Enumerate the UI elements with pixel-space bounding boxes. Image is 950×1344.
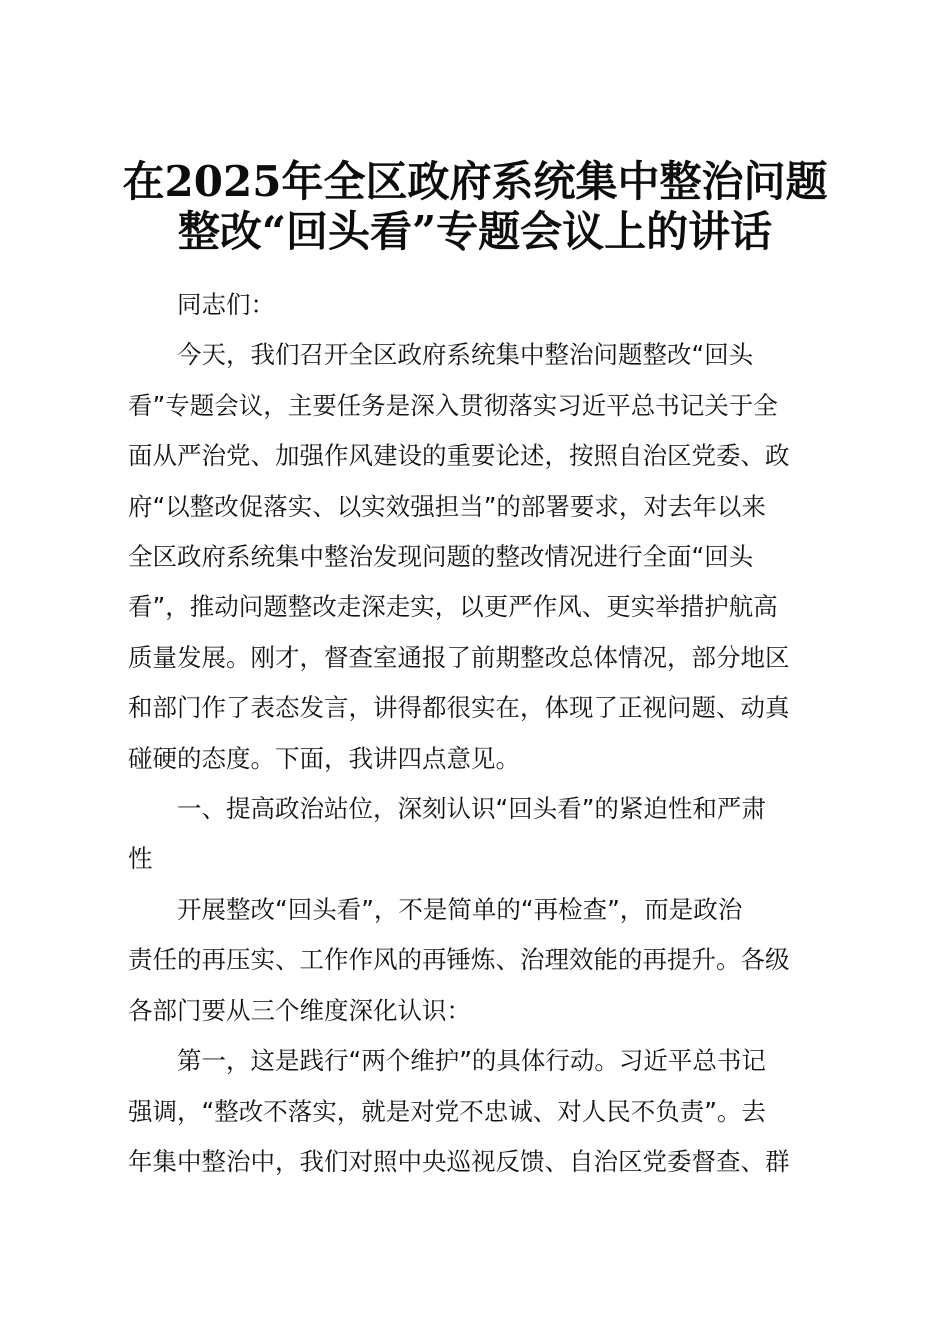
body-line: 责任的再压实、工作作风的再锤炼、治理效能的再提升。各级 xyxy=(128,945,790,975)
section-heading: 一、提高政治站位，深刻认识“回头看”的紧迫性和严肃 xyxy=(177,794,766,824)
body-line: 第一，这是践行“两个维护”的具体行动。习近平总书记 xyxy=(177,1046,766,1076)
document-title-line-1: 在2025年全区政府系统集中整治问题 xyxy=(122,157,828,206)
body-line: 碰硬的态度。下面，我讲四点意见。 xyxy=(128,743,520,773)
body-line: 今天，我们召开全区政府系统集中整治问题整改“回头 xyxy=(177,340,754,370)
body-line: 质量发展。刚才，督查室通报了前期整改总体情况，部分地区 xyxy=(128,642,790,672)
body-line: 府“以整改促落实、以实效强担当”的部署要求，对去年以来 xyxy=(128,491,766,521)
body-line: 各部门要从三个维度深化认识： xyxy=(128,995,471,1025)
body-line: 开展整改“回头看”，不是简单的“再检查”，而是政治 xyxy=(177,894,743,924)
section-heading: 性 xyxy=(128,844,153,874)
body-line: 面从严治党、加强作风建设的重要论述，按照自治区党委、政 xyxy=(128,441,790,471)
body-line: 全区政府系统集中整治发现问题的整改情况进行全面“回头 xyxy=(128,542,754,572)
document-title-line-2: 整改“回头看”专题会议上的讲话 xyxy=(177,207,773,256)
body-line: 看”专题会议，主要任务是深入贯彻落实习近平总书记关于全 xyxy=(128,390,778,420)
body-line: 年集中整治中，我们对照中央巡视反馈、自治区党委督查、群 xyxy=(128,1146,790,1176)
body-line: 看”，推动问题整改走深走实，以更严作风、更实举措护航高 xyxy=(128,592,778,622)
salutation: 同志们： xyxy=(177,290,275,319)
body-line: 和部门作了表态发言，讲得都很实在，体现了正视问题、动真 xyxy=(128,693,790,723)
document-body xyxy=(128,280,832,1187)
body-line: 强调，“整改不落实，就是对党不忠诚、对人民不负责”。去 xyxy=(128,1096,766,1126)
